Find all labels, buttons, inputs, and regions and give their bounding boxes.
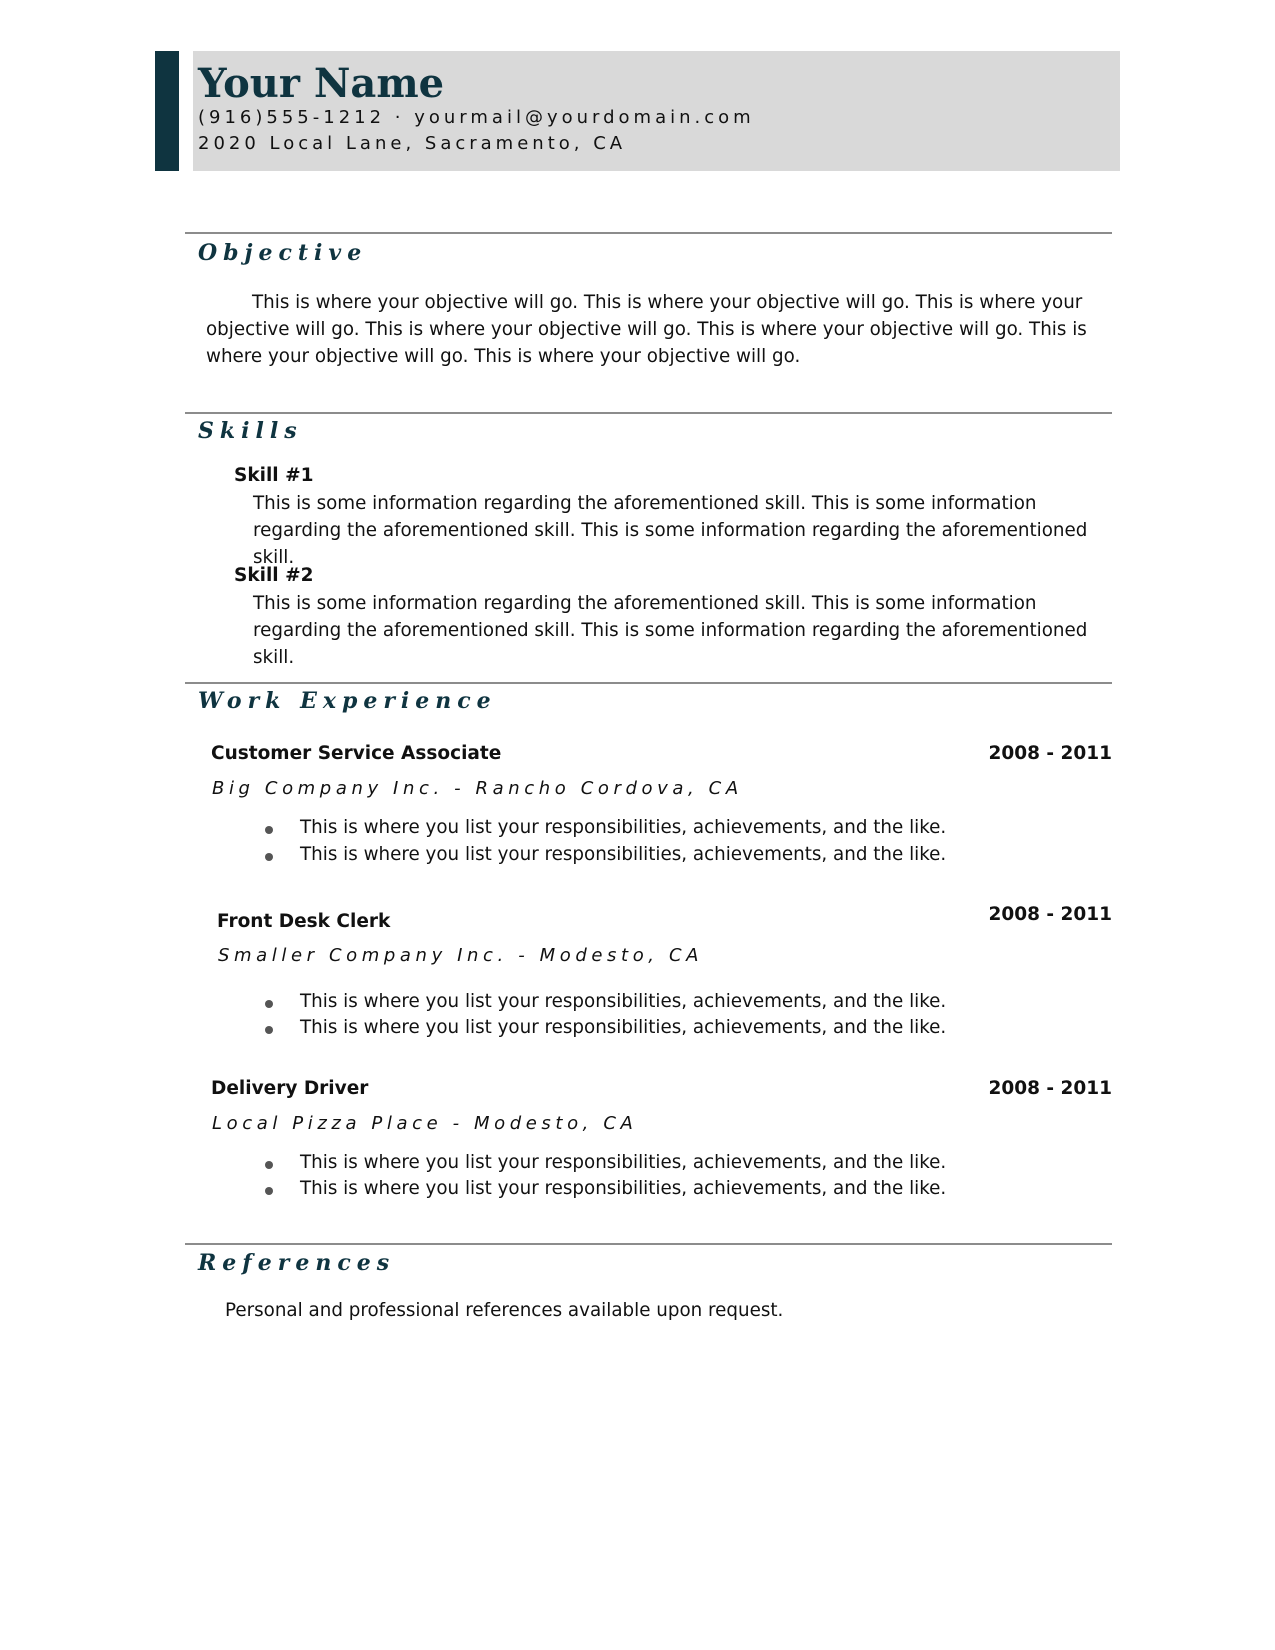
- skill-name: Skill #2: [234, 565, 314, 586]
- name-heading: Your Name: [198, 60, 445, 107]
- job-company: Smaller Company Inc. - Modesto, CA: [218, 945, 704, 966]
- job-bullet: This is where you list your responsibilities, achievements, and the like.: [300, 1152, 947, 1173]
- job-bullet: This is where you list your responsibilities, achievements, and the like.: [300, 1017, 947, 1038]
- objective-text: This is where your objective will go. This is where your objective will go. This is where your objective will go. This is where your objective will go. This is where your objective will go. This is where your objective will go. This is where your objective will go.: [206, 292, 1087, 367]
- section-divider: [185, 682, 1112, 684]
- job-bullet: This is where you list your responsibilities, achievements, and the like.: [300, 817, 947, 838]
- bullet-icon: [265, 853, 273, 861]
- section-title-work-experience: Work Experience: [198, 688, 497, 714]
- section-title-references: References: [198, 1250, 396, 1276]
- bullet-icon: [265, 1187, 273, 1195]
- job-dates: 2008 - 2011: [988, 1078, 1112, 1099]
- job-dates: 2008 - 2011: [988, 904, 1112, 925]
- job-position: Delivery Driver: [211, 1078, 369, 1099]
- contact-line-phone-email: (916)555-1212 · yourmail@yourdomain.com: [198, 107, 755, 128]
- job-company: Big Company Inc. - Rancho Cordova, CA: [212, 778, 743, 799]
- skill-description: This is some information regarding the aforementioned skill. This is some information regarding the aforementioned skill. This is some information regarding the aforementioned skill.: [253, 493, 1088, 568]
- job-bullet: This is where you list your responsibilities, achievements, and the like.: [300, 844, 947, 865]
- skill-name: Skill #1: [234, 465, 314, 486]
- job-position: Customer Service Associate: [211, 743, 502, 764]
- job-bullet: This is where you list your responsibilities, achievements, and the like.: [300, 1178, 947, 1199]
- section-divider: [185, 232, 1112, 234]
- job-position: Front Desk Clerk: [217, 911, 391, 932]
- section-divider: [185, 412, 1112, 414]
- bullet-icon: [265, 1000, 273, 1008]
- bullet-icon: [265, 826, 273, 834]
- job-dates: 2008 - 2011: [988, 743, 1112, 764]
- bullet-icon: [265, 1161, 273, 1169]
- section-title-objective: Objective: [198, 240, 368, 266]
- bullet-icon: [265, 1026, 273, 1034]
- section-divider: [185, 1243, 1112, 1245]
- references-text: Personal and professional references available upon request.: [225, 1300, 784, 1321]
- job-company: Local Pizza Place - Modesto, CA: [212, 1113, 638, 1134]
- contact-line-address: 2020 Local Lane, Sacramento, CA: [198, 133, 627, 154]
- skill-description: This is some information regarding the aforementioned skill. This is some information regarding the aforementioned skill. This is some information regarding the aforementioned skill.: [253, 593, 1088, 668]
- job-bullet: This is where you list your responsibilities, achievements, and the like.: [300, 991, 947, 1012]
- section-title-skills: Skills: [198, 418, 303, 444]
- header-accent-bar: [155, 51, 179, 171]
